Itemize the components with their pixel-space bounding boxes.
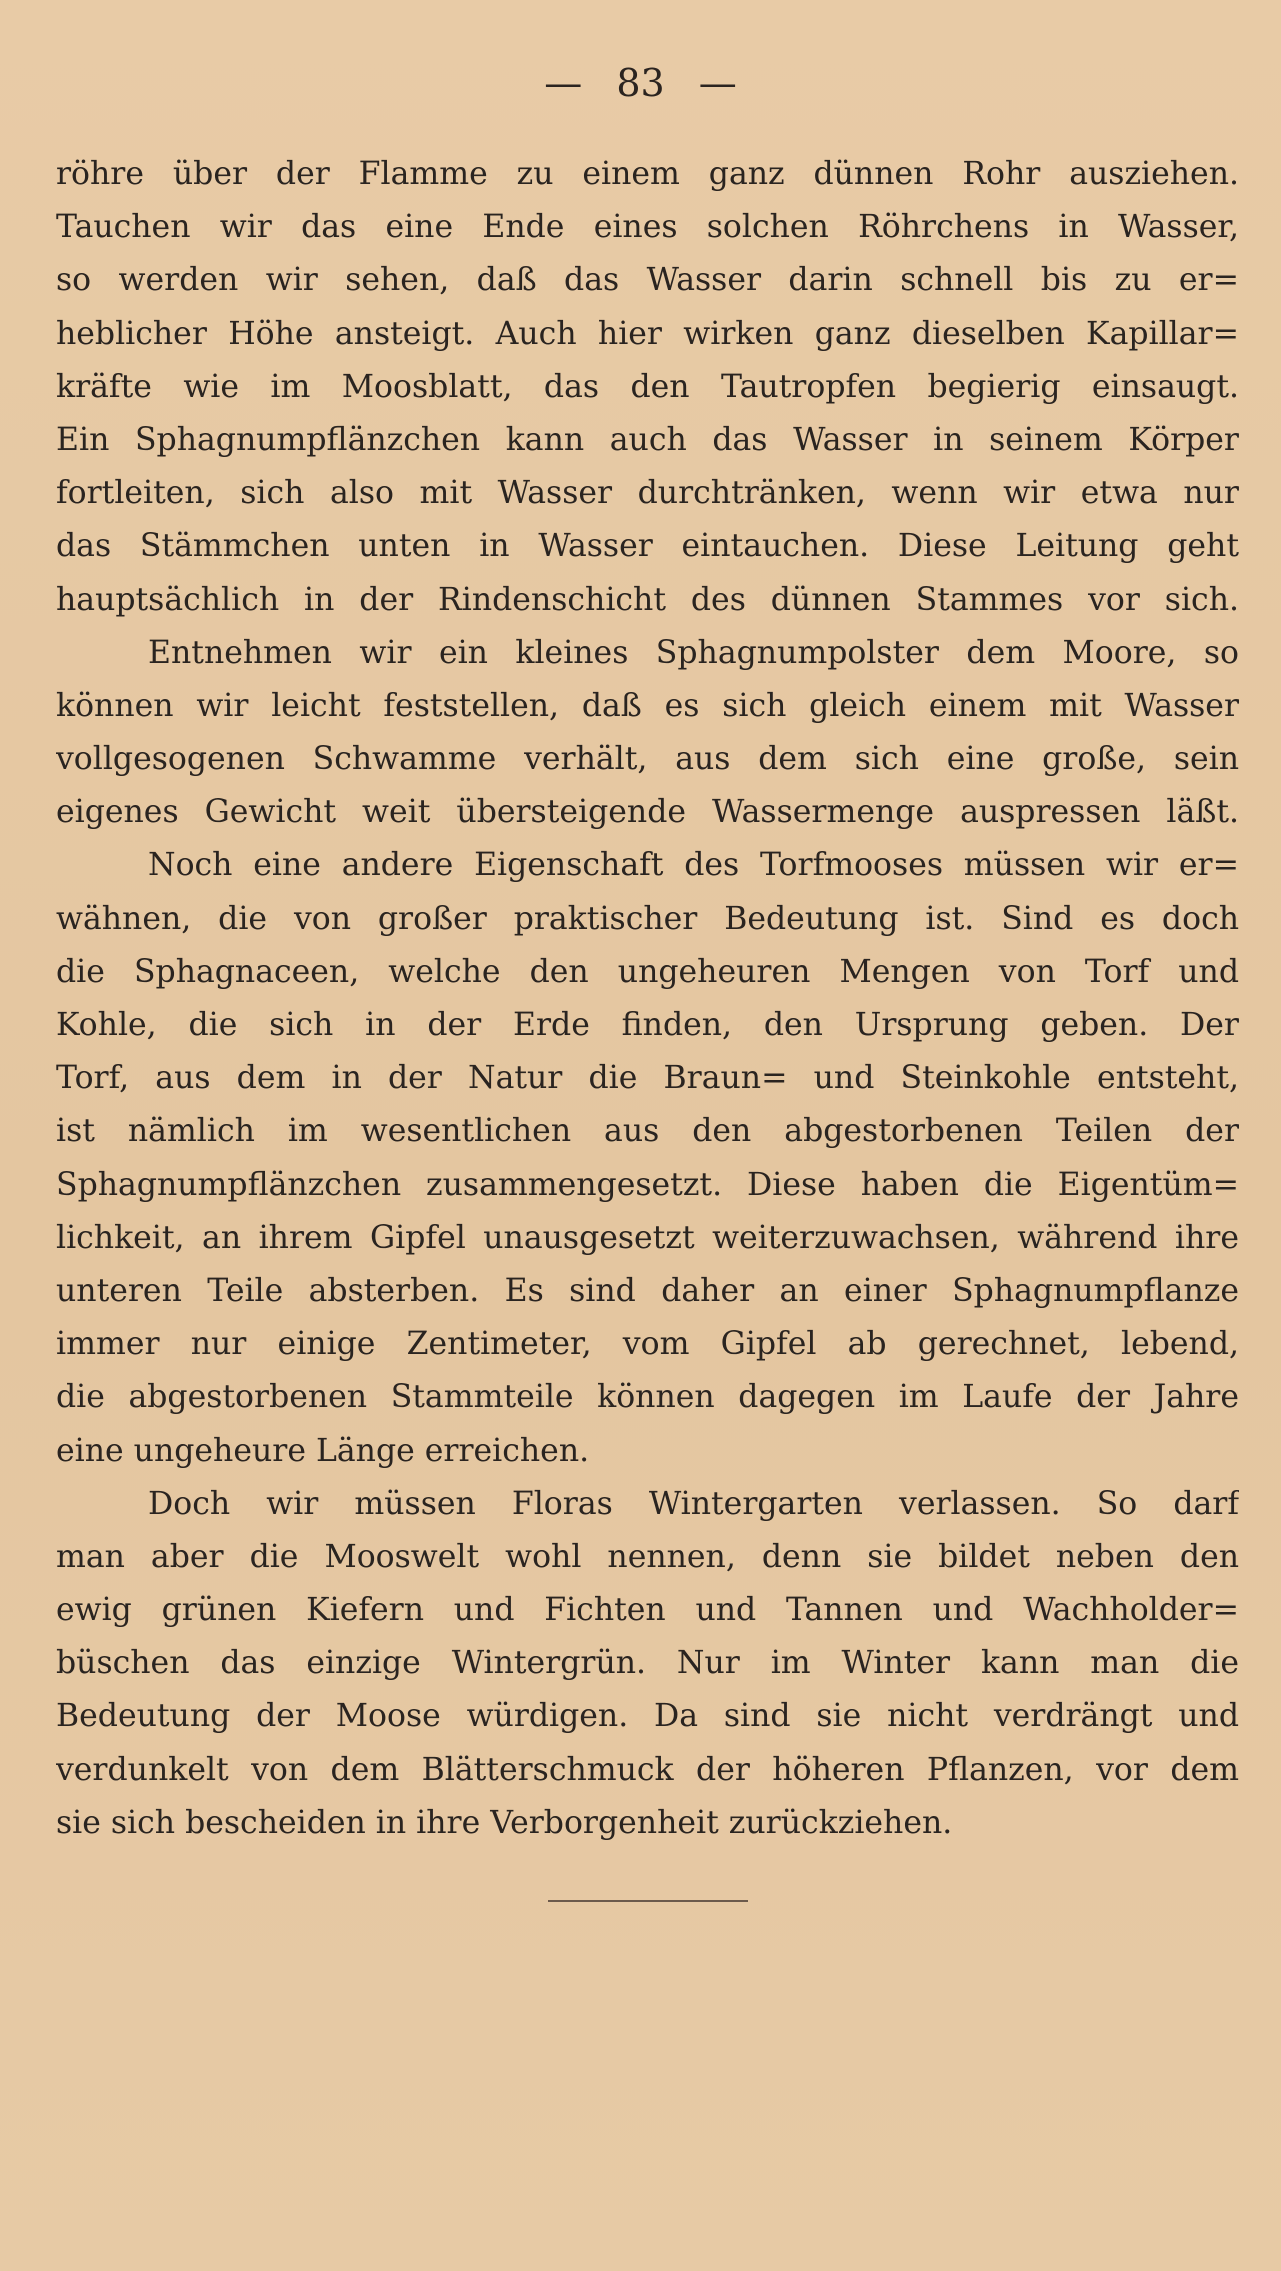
text-line: so werden wir sehen, daß das Wasser darin schnell bis zu er= — [56, 262, 1239, 299]
text-line: eine ungeheure Länge erreichen. — [56, 1432, 590, 1469]
end-rule — [548, 1900, 748, 1902]
text-line: die Sphagnaceen, welche den ungeheuren Mengen von Torf und — [56, 953, 1239, 990]
text-line: Tauchen wir das eine Ende eines solchen Röhrchens in Wasser, — [56, 209, 1239, 246]
text-line: kräfte wie im Moosblatt, das den Tautropfen begierig einsaugt. — [56, 368, 1239, 405]
text-line: Doch wir müssen Floras Wintergarten verlassen. So darf — [148, 1485, 1239, 1522]
text-line: die abgestorbenen Stammteile können dagegen im Laufe der Jahre — [56, 1379, 1239, 1416]
text-line: hauptsächlich in der Rindenschicht des dünnen Stammes vor sich. — [56, 581, 1239, 618]
text-line: eigenes Gewicht weit übersteigende Wassermenge auspressen läßt. — [56, 794, 1239, 831]
text-line: können wir leicht feststellen, daß es sich gleich einem mit Wasser — [56, 687, 1239, 724]
text-line: immer nur einige Zentimeter, vom Gipfel ab gerechnet, lebend, — [56, 1326, 1239, 1363]
paragraph-3 — [56, 839, 1239, 1477]
text-line: Torf, aus dem in der Natur die Braun= und Steinkohle entsteht, — [56, 1060, 1239, 1097]
text-line: lichkeit, an ihrem Gipfel unausgesetzt weiterzuwachsen, während ihre — [56, 1219, 1239, 1256]
text-line: ewig grünen Kiefern und Fichten und Tannen und Wachholder= — [56, 1592, 1239, 1629]
text-line: fortleiten, sich also mit Wasser durchtränken, wenn wir etwa nur — [56, 475, 1239, 512]
text-line: sie sich bescheiden in ihre Verborgenheit zurückziehen. — [56, 1804, 953, 1841]
text-line: Sphagnumpflänzchen zusammengesetzt. Diese haben die Eigentüm= — [56, 1166, 1239, 1203]
paragraph-2 — [56, 627, 1239, 840]
text-line: ist nämlich im wesentlichen aus den abgestorbenen Teilen der — [56, 1113, 1239, 1150]
text-line: Noch eine andere Eigenschaft des Torfmooses müssen wir er= — [148, 847, 1239, 884]
text-line: Bedeutung der Moose würdigen. Da sind sie nicht verdrängt und — [56, 1698, 1239, 1735]
text-line: wähnen, die von großer praktischer Bedeutung ist. Sind es doch — [56, 900, 1239, 937]
text-line: man aber die Mooswelt wohl nennen, denn sie bildet neben den — [56, 1538, 1239, 1575]
text-line: Kohle, die sich in der Erde finden, den Ursprung geben. Der — [56, 1007, 1239, 1043]
text-line: büschen das einzige Wintergrün. Nur im Winter kann man die — [56, 1645, 1239, 1682]
paragraph-1 — [56, 148, 1239, 627]
text-line: unteren Teile absterben. Es sind daher an einer Sphagnumpflanze — [56, 1272, 1239, 1309]
text-line: vollgesogenen Schwamme verhält, aus dem sich eine große, sein — [56, 741, 1239, 778]
page-number: — 83 — — [544, 61, 737, 105]
text-line: röhre über der Flamme zu einem ganz dünnen Rohr ausziehen. — [56, 156, 1239, 192]
body-text — [56, 148, 1239, 1850]
text-line: das Stämmchen unten in Wasser eintauchen. Diese Leitung geht — [56, 528, 1239, 565]
paragraph-4 — [56, 1478, 1239, 1850]
text-line: Ein Sphagnumpflänzchen kann auch das Wasser in seinem Körper — [56, 421, 1239, 458]
text-line: verdunkelt von dem Blätterschmuck der höheren Pflanzen, vor dem — [56, 1751, 1239, 1788]
text-line: Entnehmen wir ein kleines Sphagnumpolster dem Moore, so — [148, 634, 1239, 671]
text-line: heblicher Höhe ansteigt. Auch hier wirken ganz dieselben Kapillar= — [56, 315, 1239, 352]
